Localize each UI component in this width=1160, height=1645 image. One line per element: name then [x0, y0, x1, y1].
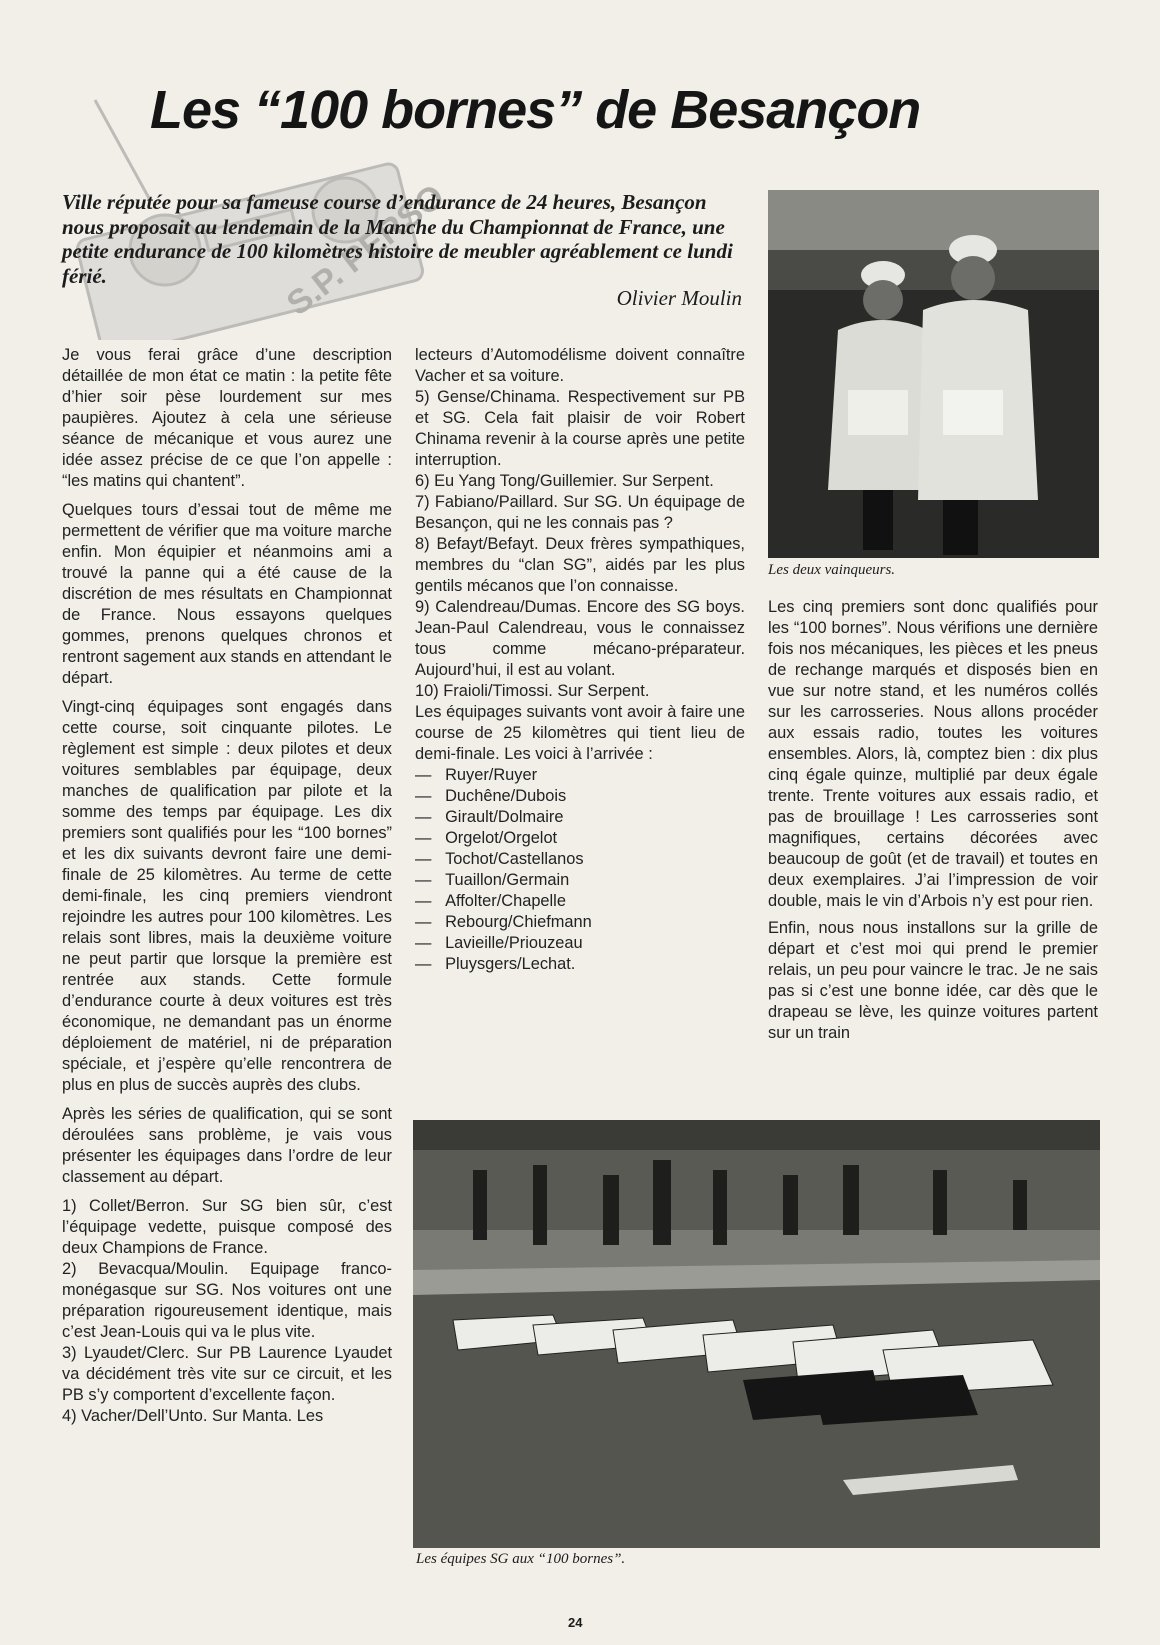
list-item: — Duchêne/Dubois: [415, 786, 745, 807]
winners-photo-caption: Les deux vainqueurs.: [768, 562, 896, 578]
paragraph: 5) Gense/Chinama. Respectivement sur PB et SG. Cela fait plaisir de voir Robert Chinama revenir à la course après une petite interruption.: [415, 388, 745, 469]
paragraph: 3) Lyaudet/Clerc. Sur PB Laurence Lyaudet va décidément très vite sur ce circuit, et les PB s’y comportent d’excellente façon.: [62, 1344, 392, 1404]
sg-teams-photo-caption: Les équipes SG aux “100 bornes”.: [416, 1551, 626, 1567]
list-item: — Rebourg/Chiefmann: [415, 912, 745, 933]
list-item: — Orgelot/Orgelot: [415, 828, 745, 849]
list-item: — Lavieille/Priouzeau: [415, 933, 745, 954]
paragraph: Les équipages suivants vont avoir à faire une course de 25 kilomètres qui tient lieu de demi-finale. Les voici à l’arrivée :: [415, 703, 745, 763]
winners-photo: [768, 190, 1099, 558]
list-item: — Affolter/Chapelle: [415, 891, 745, 912]
paragraph: Vingt-cinq équipages sont engagés dans cette course, soit cinquante pilotes. Le règlement est simple : deux pilotes et deux voitures semblables par équipage, deux manches de qualification par pilote et la somme des temps par équipage. Les dix premiers sont qualifiés pour les “100 bornes” et les dix suivants devront faire une demi-finale de 25 kilomètres. Au terme de cette demi-finale, les cinq premiers viendront rejoindre les autres pour 100 kilomètres. Les relais sont libres, mais la deuxième voiture ne peut partir que lorsque la première est rentrée aux stands. Cette formule d’endurance courte à deux voitures est très économique, ne demandant pas un énorme déploiement de matériel, ni de préparation spéciale, et j’espère qu’elle rencontrera de plus en plus de succès auprès des clubs.: [62, 698, 392, 1094]
paragraph: 7) Fabiano/Paillard. Sur SG. Un équipage de Besançon, qui ne les connais pas ?: [415, 493, 745, 532]
stamp-text: S.P. PERSO: [279, 177, 452, 324]
paragraph: Enfin, nous nous installons sur la grille de départ et c’est moi qui prend le premier relais, un peu pour vaincre le trac. Je ne sais pas si c’est une bonne idée, car dès que le drapeau se lève, les quinze voitures partent sur un train: [768, 919, 1098, 1042]
list-item: — Tochot/Castellanos: [415, 849, 745, 870]
article-intro: Ville réputée pour sa fameuse course d’endurance de 24 heures, Besançon nous proposait au lendemain de la Manche du Championnat de France, une petite endurance de 100 kilomètres histoire de meubler agréablement ce lundi férié.: [62, 190, 733, 288]
list-item: — Tuaillon/Germain: [415, 870, 745, 891]
article-author: Olivier Moulin: [616, 286, 742, 310]
paragraph: 1) Collet/Berron. Sur SG bien sûr, c’est l’équipage vedette, puisque composé des deux Champions de France.: [62, 1197, 392, 1257]
paragraph: Les cinq premiers sont donc qualifiés pour les “100 bornes”. Nous vérifions une dernière fois nos mécaniques, les pièces et les pneus de rechange marqués et disposés bien en vue sur notre stand, et les numéros collés sur les carrosseries. Nous allons procéder aux essais radio, toutes les voitures ensembles. Alors, là, comptez bien : dix plus cinq égale quinze, multiplié par deux égale trente. Trente voitures aux essais radio, et pas de brouillage ! Les carrosseries sont magnifiques, certains décorées avec beaucoup de goût (et de travail) et toutes en deux exemplaires. J’ai l’impression de voir double, mais le vin d’Arbois n’y est pour rien.: [768, 598, 1098, 910]
paragraph: 6) Eu Yang Tong/Guillemier. Sur Serpent.: [415, 472, 714, 490]
paragraph: 9) Calendreau/Dumas. Encore des SG boys. Jean-Paul Calendreau, vous le connaissez tous comme mécano-préparateur. Aujourd’hui, il est au volant.: [415, 598, 745, 679]
semifinal-results-list: [415, 765, 745, 975]
list-item: — Ruyer/Ruyer: [415, 765, 745, 786]
paragraph: 10) Fraioli/Timossi. Sur Serpent.: [415, 682, 650, 700]
paragraph: 4) Vacher/Dell’Unto. Sur Manta. Les: [62, 1407, 324, 1425]
paragraph: lecteurs d’Automodélisme doivent connaître Vacher et sa voiture.: [415, 346, 745, 385]
sg-teams-photo: [413, 1120, 1100, 1548]
list-item: — Girault/Dolmaire: [415, 807, 745, 828]
article-title: Les “100 bornes” de Besançon: [150, 80, 921, 140]
list-item: — Pluysgers/Lechat.: [415, 954, 745, 975]
text-column-3: [768, 597, 1098, 1044]
paragraph: Quelques tours d’essai tout de même me permettent de vérifier que ma voiture marche enfin. Mon équipier et néanmoins ami a trouvé la panne qui a été cause de la discrétion de mes résultats en Championnat de France. Nous essayons quelques gommes, prenons quelques chronos et rentront sagement aux stands en attendant le départ.: [62, 501, 392, 687]
text-column-2: [415, 345, 745, 975]
paragraph: 8) Befayt/Befayt. Deux frères sympathiques, membres du “clan SG”, aidés par les plus gentils mécanos que l’on connaisse.: [415, 535, 745, 595]
page-number: 24: [568, 1615, 583, 1630]
paragraph: Après les séries de qualification, qui se sont déroulées sans problème, je vais vous présenter les équipages dans l’ordre de leur classement au départ.: [62, 1105, 392, 1186]
paragraph: Je vous ferai grâce d’une description détaillée de mon état ce matin : la petite fête d’hier soir pèse lourdement sur mes paupières. Ajoutez à cela une sérieuse séance de mécanique et vous aurez une idée assez précise de ce que l’on appelle : “les matins qui chantent”.: [62, 346, 392, 490]
paragraph: 2) Bevacqua/Moulin. Equipage franco-monégasque sur SG. Nos voitures ont une préparation rigoureusement identique, mais c’est Jean-Louis qui va le plus vite.: [62, 1260, 392, 1341]
text-column-1: [62, 345, 392, 1427]
